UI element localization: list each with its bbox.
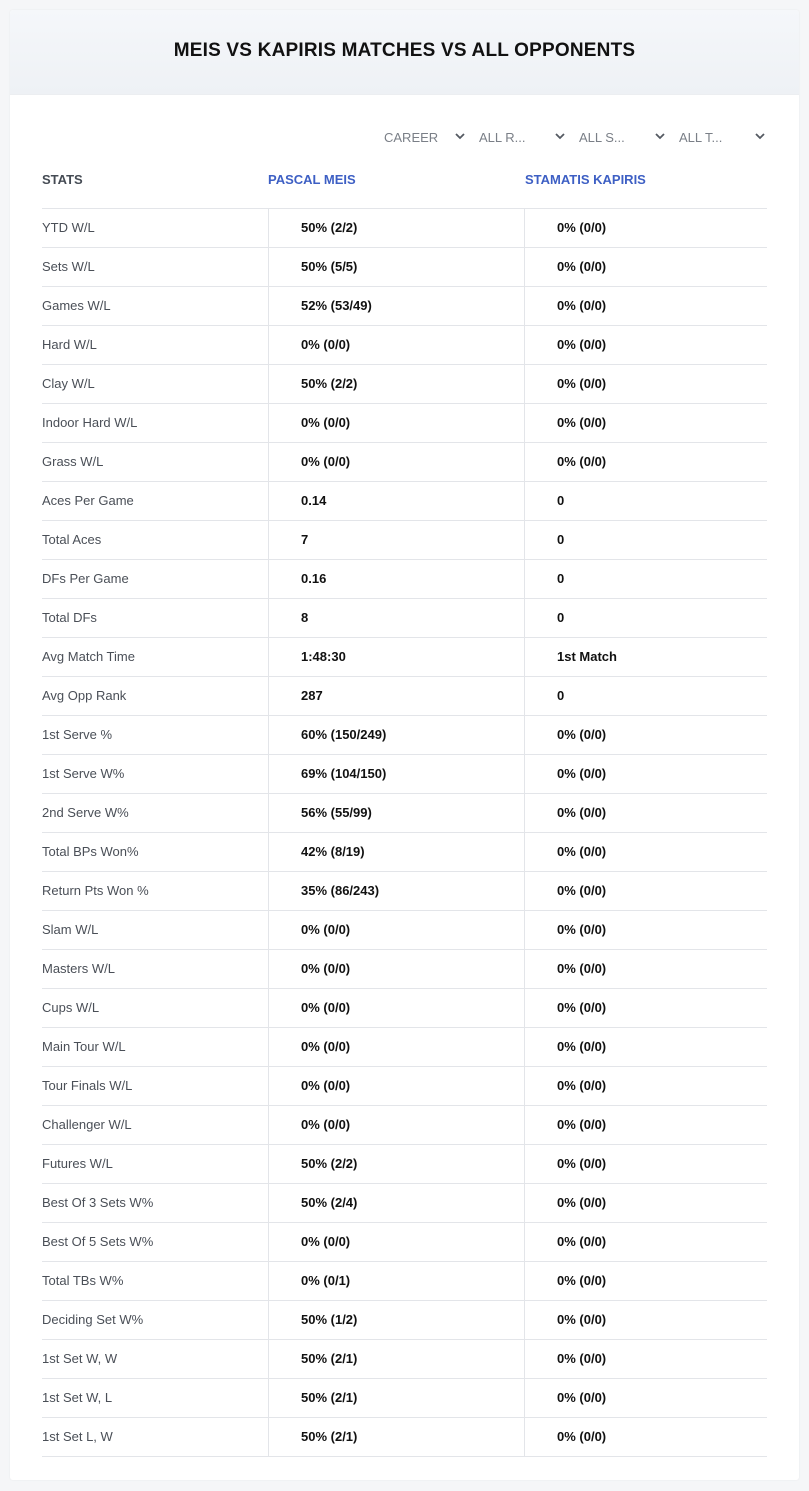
player1-stat-value: 35% (86/243)	[268, 872, 524, 910]
table-row	[42, 599, 767, 638]
player2-stat-value: 0% (0/0)	[524, 1028, 767, 1066]
table-row	[42, 677, 767, 716]
table-row	[42, 989, 767, 1028]
player1-stat-value: 50% (1/2)	[268, 1301, 524, 1339]
table-row	[42, 1145, 767, 1184]
stats-table-body	[42, 208, 767, 1457]
stat-label: Total Aces	[42, 532, 102, 547]
table-row	[42, 482, 767, 521]
player1-stat-value: 1:48:30	[268, 638, 524, 676]
chevron-down-icon	[654, 130, 666, 142]
player1-stat-value: 0% (0/0)	[268, 1028, 524, 1066]
filter-tournament-label: ALL T...	[679, 129, 723, 145]
stat-label: Total DFs	[42, 610, 97, 625]
player2-stat-value: 0% (0/0)	[524, 911, 767, 949]
table-row	[42, 209, 767, 248]
player2-stat-value: 0% (0/0)	[524, 716, 767, 754]
stat-label: Hard W/L	[42, 337, 97, 352]
player2-stat-value: 0% (0/0)	[524, 1340, 767, 1378]
player1-stat-value: 50% (2/1)	[268, 1340, 524, 1378]
table-row	[42, 1340, 767, 1379]
table-row	[42, 1418, 767, 1457]
filter-period-label: CAREER	[384, 129, 439, 145]
player1-stat-value: 60% (150/249)	[268, 716, 524, 754]
player1-stat-value: 0% (0/0)	[268, 911, 524, 949]
table-row	[42, 560, 767, 599]
table-row	[42, 1028, 767, 1067]
table-row	[42, 1379, 767, 1418]
player1-stat-value: 7	[268, 521, 524, 559]
player1-stat-value: 0% (0/0)	[268, 404, 524, 442]
player1-stat-value: 8	[268, 599, 524, 637]
player1-stat-value: 0% (0/0)	[268, 989, 524, 1027]
player2-stat-value: 0% (0/0)	[524, 1301, 767, 1339]
player2-stat-value: 0% (0/0)	[524, 950, 767, 988]
stat-label: YTD W/L	[42, 220, 95, 235]
stat-label: Challenger W/L	[42, 1117, 132, 1132]
player1-stat-value: 52% (53/49)	[268, 287, 524, 325]
stat-label: Grass W/L	[42, 454, 104, 469]
player2-stat-value: 0% (0/0)	[524, 833, 767, 871]
player2-stat-value: 0% (0/0)	[524, 872, 767, 910]
stat-label: Clay W/L	[42, 376, 95, 391]
table-row	[42, 833, 767, 872]
stat-label: Best Of 3 Sets W%	[42, 1195, 154, 1210]
stat-label: Sets W/L	[42, 259, 95, 274]
stat-label: Aces Per Game	[42, 493, 134, 508]
table-row	[42, 1184, 767, 1223]
player1-stat-value: 50% (2/2)	[268, 1145, 524, 1183]
stat-label: Return Pts Won %	[42, 883, 149, 898]
table-row	[42, 287, 767, 326]
filter-surface-select[interactable]	[579, 126, 666, 148]
stat-label: Masters W/L	[42, 961, 115, 976]
chevron-down-icon	[554, 130, 566, 142]
player1-stat-value: 50% (2/2)	[268, 209, 524, 247]
table-row	[42, 1067, 767, 1106]
stat-label: 2nd Serve W%	[42, 805, 129, 820]
stat-label: Deciding Set W%	[42, 1312, 144, 1327]
stat-label: 1st Serve %	[42, 727, 113, 742]
card-header	[10, 10, 799, 95]
table-row	[42, 755, 767, 794]
stat-label: DFs Per Game	[42, 571, 129, 586]
player2-stat-value: 0% (0/0)	[524, 1418, 767, 1456]
player2-stat-value: 0% (0/0)	[524, 1067, 767, 1105]
player2-stat-value: 0% (0/0)	[524, 1223, 767, 1261]
table-row	[42, 872, 767, 911]
player1-stat-value: 50% (2/1)	[268, 1418, 524, 1456]
stat-label: Avg Opp Rank	[42, 688, 127, 703]
table-row	[42, 248, 767, 287]
player1-stat-value: 0% (0/0)	[268, 950, 524, 988]
table-row	[42, 794, 767, 833]
player2-stat-value: 0% (0/0)	[524, 1262, 767, 1300]
player2-stat-value: 0	[524, 521, 767, 559]
table-row	[42, 911, 767, 950]
player2-stat-value: 1st Match	[524, 638, 767, 676]
chevron-down-icon	[454, 130, 466, 142]
stat-label: Avg Match Time	[42, 649, 135, 664]
player2-stat-value: 0% (0/0)	[524, 989, 767, 1027]
stat-label: Best Of 5 Sets W%	[42, 1234, 154, 1249]
table-row	[42, 950, 767, 989]
table-row	[42, 404, 767, 443]
player1-stat-value: 0% (0/0)	[268, 326, 524, 364]
table-row	[42, 1223, 767, 1262]
player1-stat-value: 50% (2/2)	[268, 365, 524, 403]
player1-stat-value: 0% (0/0)	[268, 1223, 524, 1261]
player2-stat-value: 0	[524, 677, 767, 715]
stat-label: Indoor Hard W/L	[42, 415, 138, 430]
player1-stat-value: 287	[268, 677, 524, 715]
player2-stat-value: 0% (0/0)	[524, 404, 767, 442]
player2-stat-value: 0% (0/0)	[524, 755, 767, 793]
stats-card	[10, 10, 799, 1480]
player1-stat-value: 69% (104/150)	[268, 755, 524, 793]
player2-stat-value: 0	[524, 560, 767, 598]
table-row	[42, 365, 767, 404]
player1-stat-value: 50% (5/5)	[268, 248, 524, 286]
filter-round-label: ALL R...	[479, 129, 526, 145]
player1-stat-value: 0% (0/0)	[268, 1067, 524, 1105]
player2-stat-value: 0% (0/0)	[524, 287, 767, 325]
filter-round-select[interactable]	[479, 126, 566, 148]
player2-stat-value: 0% (0/0)	[524, 326, 767, 364]
player2-link[interactable]: STAMATIS KAPIRIS	[525, 172, 646, 187]
player1-stat-value: 0.16	[268, 560, 524, 598]
table-row	[42, 716, 767, 755]
table-row	[42, 443, 767, 482]
stat-label: Games W/L	[42, 298, 111, 313]
player1-stat-value: 50% (2/4)	[268, 1184, 524, 1222]
player1-link[interactable]: PASCAL MEIS	[268, 172, 356, 187]
table-row	[42, 521, 767, 560]
stat-label: Total TBs W%	[42, 1273, 124, 1288]
page-title: MEIS VS KAPIRIS MATCHES VS ALL OPPONENTS	[173, 40, 636, 61]
player2-stat-value: 0% (0/0)	[524, 1106, 767, 1144]
player2-stat-value: 0% (0/0)	[524, 443, 767, 481]
stat-label: Total BPs Won%	[42, 844, 139, 859]
stat-label: Futures W/L	[42, 1156, 113, 1171]
table-row	[42, 1262, 767, 1301]
filter-surface-label: ALL S...	[579, 129, 625, 145]
chevron-down-icon	[754, 130, 766, 142]
stat-label: Main Tour W/L	[42, 1039, 126, 1054]
player1-stat-value: 42% (8/19)	[268, 833, 524, 871]
player1-stat-value: 0% (0/0)	[268, 1106, 524, 1144]
player1-stat-value: 0.14	[268, 482, 524, 520]
player2-stat-value: 0% (0/0)	[524, 794, 767, 832]
player2-stat-value: 0	[524, 599, 767, 637]
player1-stat-value: 0% (0/1)	[268, 1262, 524, 1300]
stat-label: Cups W/L	[42, 1000, 100, 1015]
player1-stat-value: 50% (2/1)	[268, 1379, 524, 1417]
table-row	[42, 326, 767, 365]
player2-stat-value: 0% (0/0)	[524, 1145, 767, 1183]
stat-label: Tour Finals W/L	[42, 1078, 133, 1093]
player1-stat-value: 0% (0/0)	[268, 443, 524, 481]
column-header-stats: STATS	[42, 172, 83, 187]
filter-bar	[10, 126, 799, 148]
player1-stat-value: 56% (55/99)	[268, 794, 524, 832]
player2-stat-value: 0% (0/0)	[524, 1184, 767, 1222]
stat-label: 1st Serve W%	[42, 766, 125, 781]
table-row	[42, 1106, 767, 1145]
player2-stat-value: 0% (0/0)	[524, 1379, 767, 1417]
player2-stat-value: 0% (0/0)	[524, 248, 767, 286]
stat-label: 1st Set L, W	[42, 1429, 113, 1444]
table-row	[42, 638, 767, 677]
player2-stat-value: 0% (0/0)	[524, 365, 767, 403]
player2-stat-value: 0% (0/0)	[524, 209, 767, 247]
player2-stat-value: 0	[524, 482, 767, 520]
table-row	[42, 1301, 767, 1340]
filter-tournament-select[interactable]	[679, 126, 766, 148]
table-header	[42, 162, 767, 208]
stat-label: 1st Set W, W	[42, 1351, 118, 1366]
filter-period-select[interactable]	[384, 126, 466, 148]
stat-label: Slam W/L	[42, 922, 99, 937]
stat-label: 1st Set W, L	[42, 1390, 113, 1405]
